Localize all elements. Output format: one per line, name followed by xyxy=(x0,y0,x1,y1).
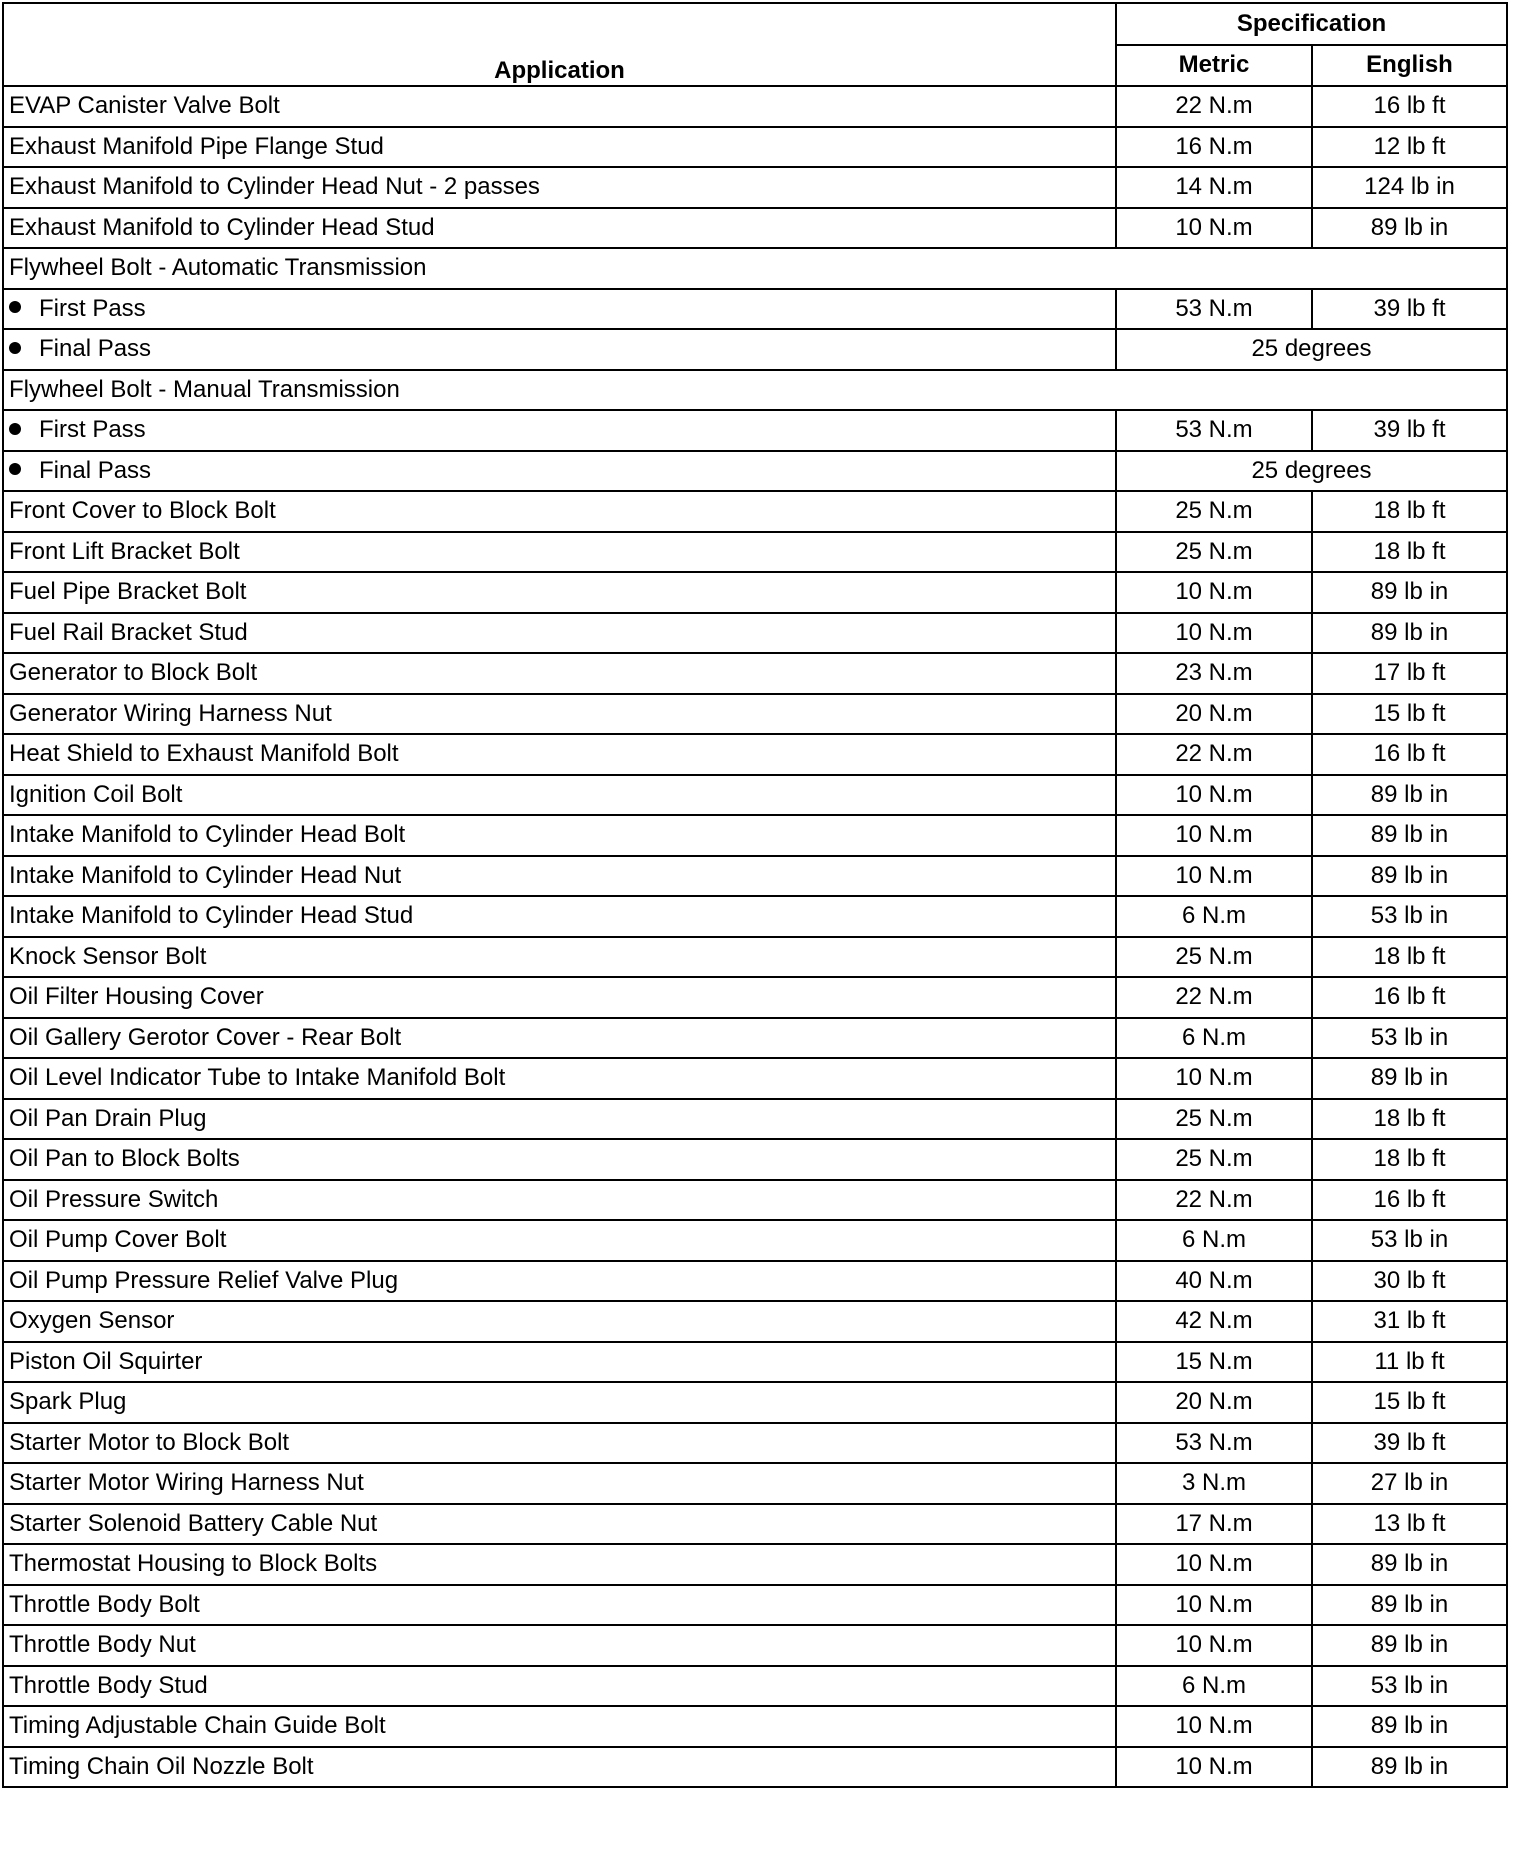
metric-cell-text: 22 N.m xyxy=(1175,740,1253,768)
application-cell-text: Oil Pan Drain Plug xyxy=(9,1104,207,1132)
application-cell-text: Knock Sensor Bolt xyxy=(9,942,207,970)
table-row xyxy=(3,1423,1507,1464)
metric-cell-text: 10 N.m xyxy=(1175,618,1253,646)
table-row xyxy=(3,1544,1507,1585)
english-cell-text: 124 lb in xyxy=(1364,173,1455,201)
metric-cell xyxy=(1116,1180,1312,1221)
table-row xyxy=(3,1382,1507,1423)
application-cell-text: Generator to Block Bolt xyxy=(9,659,258,687)
english-cell xyxy=(1312,127,1507,168)
metric-cell xyxy=(1116,896,1312,937)
application-cell xyxy=(3,1342,1116,1383)
application-cell xyxy=(3,491,1116,532)
table-row xyxy=(3,896,1507,937)
metric-cell-text: 25 N.m xyxy=(1175,942,1253,970)
english-cell xyxy=(1312,1625,1507,1666)
table-row xyxy=(3,86,1507,127)
metric-cell xyxy=(1116,572,1312,613)
english-cell xyxy=(1312,572,1507,613)
metric-cell xyxy=(1116,127,1312,168)
english-cell-text: 39 lb ft xyxy=(1373,416,1446,444)
english-cell xyxy=(1312,1423,1507,1464)
application-cell xyxy=(3,1423,1116,1464)
application-cell-text: Ignition Coil Bolt xyxy=(9,780,183,808)
application-cell xyxy=(3,1666,1116,1707)
application-cell-text: Intake Manifold to Cylinder Head Bolt xyxy=(9,821,406,849)
english-cell xyxy=(1312,1585,1507,1626)
metric-cell-text: 6 N.m xyxy=(1181,1023,1246,1051)
sub-application-cell xyxy=(3,410,1116,451)
table-row xyxy=(3,329,1507,370)
metric-cell xyxy=(1116,1747,1312,1788)
table-row xyxy=(3,572,1507,613)
english-cell-text: 53 lb in xyxy=(1370,1226,1449,1254)
table-row xyxy=(3,1585,1507,1626)
english-cell-text: 18 lb ft xyxy=(1373,1145,1446,1173)
application-cell-text: Spark Plug xyxy=(9,1388,127,1416)
table-row xyxy=(3,248,1507,289)
table-row xyxy=(3,491,1507,532)
english-cell xyxy=(1312,613,1507,654)
table-row xyxy=(3,532,1507,573)
metric-cell-text: 10 N.m xyxy=(1175,780,1253,808)
metric-cell-text: 14 N.m xyxy=(1175,173,1253,201)
metric-cell xyxy=(1116,1504,1312,1545)
application-cell xyxy=(3,815,1116,856)
english-cell xyxy=(1312,410,1507,451)
application-cell-text: Fuel Pipe Bracket Bolt xyxy=(9,578,247,606)
metric-cell-text: 10 N.m xyxy=(1175,1550,1253,1578)
english-cell-text: 89 lb in xyxy=(1370,1752,1449,1780)
metric-cell-text: 25 N.m xyxy=(1175,537,1253,565)
english-cell-text: 16 lb ft xyxy=(1373,983,1446,1011)
application-cell-text: EVAP Canister Valve Bolt xyxy=(9,92,280,120)
section-heading-text: Flywheel Bolt - Manual Transmission xyxy=(9,375,400,403)
bullet-icon xyxy=(9,423,21,435)
english-cell xyxy=(1312,208,1507,249)
english-cell-text: 89 lb in xyxy=(1370,861,1449,889)
english-cell xyxy=(1312,937,1507,978)
metric-cell xyxy=(1116,815,1312,856)
metric-cell xyxy=(1116,1463,1312,1504)
english-cell-text: 13 lb ft xyxy=(1373,1509,1446,1537)
table-row xyxy=(3,167,1507,208)
english-cell-text: 89 lb in xyxy=(1370,578,1449,606)
table-row xyxy=(3,1342,1507,1383)
application-cell xyxy=(3,1382,1116,1423)
english-cell-text: 15 lb ft xyxy=(1373,699,1446,727)
metric-cell xyxy=(1116,694,1312,735)
application-cell-text: Generator Wiring Harness Nut xyxy=(9,699,332,727)
table-body xyxy=(3,86,1507,1787)
section-heading-text: Flywheel Bolt - Automatic Transmission xyxy=(9,254,427,282)
application-cell-text: Front Cover to Block Bolt xyxy=(9,497,276,525)
header-specification: Specification xyxy=(1116,3,1507,45)
section-heading xyxy=(3,248,1507,289)
metric-cell xyxy=(1116,1423,1312,1464)
metric-cell xyxy=(1116,1342,1312,1383)
english-cell-text: 89 lb in xyxy=(1370,1550,1449,1578)
english-cell xyxy=(1312,653,1507,694)
application-cell xyxy=(3,167,1116,208)
metric-cell xyxy=(1116,1220,1312,1261)
torque-specification-table xyxy=(2,2,1508,1788)
application-cell-text: Oil Pump Pressure Relief Valve Plug xyxy=(9,1266,399,1294)
application-cell xyxy=(3,694,1116,735)
metric-cell xyxy=(1116,653,1312,694)
application-cell-text: Heat Shield to Exhaust Manifold Bolt xyxy=(9,740,399,768)
application-cell xyxy=(3,1018,1116,1059)
english-cell-text: 89 lb in xyxy=(1370,618,1449,646)
metric-cell xyxy=(1116,1666,1312,1707)
english-cell-text: 39 lb ft xyxy=(1373,1428,1446,1456)
application-cell-text: Starter Motor Wiring Harness Nut xyxy=(9,1469,364,1497)
table-row xyxy=(3,856,1507,897)
application-cell xyxy=(3,775,1116,816)
application-cell-text: Oil Filter Housing Cover xyxy=(9,983,264,1011)
table-row xyxy=(3,1058,1507,1099)
header-metric: Metric xyxy=(1116,45,1312,87)
application-cell xyxy=(3,653,1116,694)
english-cell xyxy=(1312,694,1507,735)
metric-cell-text: 15 N.m xyxy=(1175,1347,1253,1375)
application-cell-text: Oil Gallery Gerotor Cover - Rear Bolt xyxy=(9,1023,402,1051)
english-cell-text: 89 lb in xyxy=(1370,1590,1449,1618)
english-cell-text: 16 lb ft xyxy=(1373,92,1446,120)
metric-cell-text: 10 N.m xyxy=(1175,1752,1253,1780)
application-cell xyxy=(3,1585,1116,1626)
english-cell-text: 89 lb in xyxy=(1370,821,1449,849)
application-cell-text: Timing Chain Oil Nozzle Bolt xyxy=(9,1752,314,1780)
application-cell xyxy=(3,734,1116,775)
sub-application-cell-text: First Pass xyxy=(39,416,146,444)
table-row xyxy=(3,1625,1507,1666)
english-cell xyxy=(1312,1058,1507,1099)
bullet-icon xyxy=(9,301,21,313)
metric-cell xyxy=(1116,937,1312,978)
metric-cell-text: 22 N.m xyxy=(1175,983,1253,1011)
metric-cell xyxy=(1116,1585,1312,1626)
english-cell-text: 53 lb in xyxy=(1370,1671,1449,1699)
application-cell xyxy=(3,1139,1116,1180)
metric-cell-text: 10 N.m xyxy=(1175,861,1253,889)
header-english: English xyxy=(1312,45,1507,87)
english-cell-text: 16 lb ft xyxy=(1373,740,1446,768)
application-cell xyxy=(3,1747,1116,1788)
table-row xyxy=(3,1220,1507,1261)
metric-cell-text: 6 N.m xyxy=(1181,1226,1246,1254)
application-cell-text: Front Lift Bracket Bolt xyxy=(9,537,240,565)
metric-cell-text: 10 N.m xyxy=(1175,821,1253,849)
metric-cell-text: 10 N.m xyxy=(1175,1064,1253,1092)
sub-application-cell xyxy=(3,451,1116,492)
english-cell-text: 18 lb ft xyxy=(1373,497,1446,525)
sub-application-cell-text: Final Pass xyxy=(39,335,152,363)
metric-cell-text: 42 N.m xyxy=(1175,1307,1253,1335)
metric-cell xyxy=(1116,1099,1312,1140)
table-row xyxy=(3,1099,1507,1140)
application-cell-text: Oil Level Indicator Tube to Intake Manifold Bolt xyxy=(9,1064,506,1092)
metric-cell-text: 10 N.m xyxy=(1175,578,1253,606)
english-cell xyxy=(1312,1099,1507,1140)
application-cell xyxy=(3,937,1116,978)
metric-cell xyxy=(1116,86,1312,127)
application-cell-text: Intake Manifold to Cylinder Head Stud xyxy=(9,902,414,930)
english-cell-text: 39 lb ft xyxy=(1373,294,1446,322)
english-cell-text: 18 lb ft xyxy=(1373,942,1446,970)
application-cell-text: Exhaust Manifold to Cylinder Head Nut - 2 passes xyxy=(9,173,540,201)
application-cell xyxy=(3,977,1116,1018)
metric-cell xyxy=(1116,1018,1312,1059)
application-cell xyxy=(3,613,1116,654)
metric-cell xyxy=(1116,977,1312,1018)
application-cell xyxy=(3,1544,1116,1585)
metric-cell-text: 53 N.m xyxy=(1175,1428,1253,1456)
english-cell xyxy=(1312,1747,1507,1788)
metric-cell-text: 23 N.m xyxy=(1175,659,1253,687)
english-cell-text: 53 lb in xyxy=(1370,902,1449,930)
table-row xyxy=(3,370,1507,411)
application-cell xyxy=(3,1504,1116,1545)
table-row xyxy=(3,1504,1507,1545)
application-cell-text: Exhaust Manifold to Cylinder Head Stud xyxy=(9,213,435,241)
english-cell-text: 17 lb ft xyxy=(1373,659,1446,687)
table-row xyxy=(3,815,1507,856)
english-cell xyxy=(1312,491,1507,532)
metric-cell-text: 53 N.m xyxy=(1175,416,1253,444)
english-cell-text: 89 lb in xyxy=(1370,1631,1449,1659)
metric-cell xyxy=(1116,613,1312,654)
metric-cell-text: 53 N.m xyxy=(1175,294,1253,322)
application-cell xyxy=(3,1301,1116,1342)
sub-application-cell-text: Final Pass xyxy=(39,456,152,484)
spec-span-cell-text: 25 degrees xyxy=(1251,456,1372,484)
table-row xyxy=(3,775,1507,816)
metric-cell-text: 25 N.m xyxy=(1175,1145,1253,1173)
application-cell-text: Oil Pump Cover Bolt xyxy=(9,1226,227,1254)
metric-cell-text: 22 N.m xyxy=(1175,92,1253,120)
metric-cell xyxy=(1116,856,1312,897)
table-row xyxy=(3,613,1507,654)
table-row xyxy=(3,127,1507,168)
english-cell xyxy=(1312,977,1507,1018)
english-cell-text: 18 lb ft xyxy=(1373,1104,1446,1132)
spec-span-cell xyxy=(1116,451,1507,492)
metric-cell-text: 16 N.m xyxy=(1175,132,1253,160)
application-cell-text: Oxygen Sensor xyxy=(9,1307,175,1335)
header-application: Application xyxy=(3,3,1116,86)
english-cell xyxy=(1312,775,1507,816)
english-cell xyxy=(1312,1463,1507,1504)
english-cell xyxy=(1312,532,1507,573)
metric-cell-text: 22 N.m xyxy=(1175,1185,1253,1213)
application-cell xyxy=(3,532,1116,573)
spec-span-cell xyxy=(1116,329,1507,370)
application-cell-text: Throttle Body Bolt xyxy=(9,1590,200,1618)
metric-cell xyxy=(1116,734,1312,775)
table-row xyxy=(3,451,1507,492)
application-cell-text: Timing Adjustable Chain Guide Bolt xyxy=(9,1712,386,1740)
english-cell-text: 53 lb in xyxy=(1370,1023,1449,1051)
sub-application-cell xyxy=(3,329,1116,370)
application-cell xyxy=(3,896,1116,937)
application-cell xyxy=(3,1058,1116,1099)
metric-cell xyxy=(1116,1261,1312,1302)
english-cell-text: 27 lb in xyxy=(1370,1469,1449,1497)
english-cell xyxy=(1312,1261,1507,1302)
english-cell xyxy=(1312,167,1507,208)
english-cell-text: 15 lb ft xyxy=(1373,1388,1446,1416)
metric-cell-text: 3 N.m xyxy=(1181,1469,1246,1497)
english-cell-text: 89 lb in xyxy=(1370,213,1449,241)
english-cell xyxy=(1312,1180,1507,1221)
metric-cell-text: 6 N.m xyxy=(1181,1671,1246,1699)
english-cell xyxy=(1312,1544,1507,1585)
english-cell-text: 12 lb ft xyxy=(1373,132,1446,160)
application-cell-text: Starter Motor to Block Bolt xyxy=(9,1428,290,1456)
metric-cell xyxy=(1116,532,1312,573)
spec-span-cell-text: 25 degrees xyxy=(1251,335,1372,363)
english-cell xyxy=(1312,1342,1507,1383)
metric-cell-text: 40 N.m xyxy=(1175,1266,1253,1294)
metric-cell-text: 10 N.m xyxy=(1175,1712,1253,1740)
table-row xyxy=(3,1180,1507,1221)
metric-cell xyxy=(1116,410,1312,451)
metric-cell xyxy=(1116,1139,1312,1180)
metric-cell xyxy=(1116,167,1312,208)
table-row xyxy=(3,289,1507,330)
bullet-icon xyxy=(9,342,21,354)
english-cell xyxy=(1312,1504,1507,1545)
application-cell xyxy=(3,127,1116,168)
metric-cell xyxy=(1116,1706,1312,1747)
application-cell xyxy=(3,1463,1116,1504)
application-cell xyxy=(3,572,1116,613)
metric-cell-text: 6 N.m xyxy=(1181,902,1246,930)
table-row xyxy=(3,1018,1507,1059)
table-row xyxy=(3,1666,1507,1707)
application-cell xyxy=(3,1625,1116,1666)
application-cell xyxy=(3,1180,1116,1221)
metric-cell-text: 10 N.m xyxy=(1175,213,1253,241)
table-header xyxy=(3,3,1507,86)
english-cell-text: 89 lb in xyxy=(1370,1712,1449,1740)
english-cell-text: 30 lb ft xyxy=(1373,1266,1446,1294)
english-cell-text: 11 lb ft xyxy=(1374,1347,1445,1375)
metric-cell xyxy=(1116,289,1312,330)
application-cell xyxy=(3,1220,1116,1261)
english-cell xyxy=(1312,1706,1507,1747)
table-row xyxy=(3,937,1507,978)
application-cell-text: Fuel Rail Bracket Stud xyxy=(9,618,248,646)
table-row xyxy=(3,977,1507,1018)
metric-cell xyxy=(1116,1382,1312,1423)
application-cell-text: Thermostat Housing to Block Bolts xyxy=(9,1550,378,1578)
application-cell xyxy=(3,208,1116,249)
metric-cell xyxy=(1116,491,1312,532)
table-row xyxy=(3,653,1507,694)
table-row xyxy=(3,1261,1507,1302)
english-cell xyxy=(1312,815,1507,856)
english-cell xyxy=(1312,1139,1507,1180)
metric-cell-text: 20 N.m xyxy=(1175,699,1253,727)
english-cell xyxy=(1312,1666,1507,1707)
table-row xyxy=(3,694,1507,735)
application-cell-text: Throttle Body Stud xyxy=(9,1671,208,1699)
metric-cell-text: 17 N.m xyxy=(1175,1509,1253,1537)
application-cell xyxy=(3,1261,1116,1302)
english-cell-text: 89 lb in xyxy=(1370,1064,1449,1092)
metric-cell-text: 20 N.m xyxy=(1175,1388,1253,1416)
metric-cell-text: 10 N.m xyxy=(1175,1631,1253,1659)
table-row xyxy=(3,1706,1507,1747)
sub-application-cell xyxy=(3,289,1116,330)
metric-cell xyxy=(1116,1544,1312,1585)
english-cell xyxy=(1312,86,1507,127)
metric-cell xyxy=(1116,208,1312,249)
table-row xyxy=(3,734,1507,775)
table-row xyxy=(3,1747,1507,1788)
english-cell-text: 89 lb in xyxy=(1370,780,1449,808)
application-cell xyxy=(3,86,1116,127)
english-cell xyxy=(1312,896,1507,937)
application-cell xyxy=(3,1099,1116,1140)
metric-cell-text: 10 N.m xyxy=(1175,1590,1253,1618)
english-cell xyxy=(1312,734,1507,775)
english-cell xyxy=(1312,856,1507,897)
application-cell-text: Starter Solenoid Battery Cable Nut xyxy=(9,1509,378,1537)
english-cell-text: 18 lb ft xyxy=(1373,537,1446,565)
metric-cell xyxy=(1116,1625,1312,1666)
table-row xyxy=(3,1463,1507,1504)
english-cell-text: 16 lb ft xyxy=(1373,1185,1446,1213)
application-cell xyxy=(3,1706,1116,1747)
metric-cell xyxy=(1116,1058,1312,1099)
table-row xyxy=(3,1301,1507,1342)
metric-cell-text: 25 N.m xyxy=(1175,497,1253,525)
table-row xyxy=(3,1139,1507,1180)
metric-cell xyxy=(1116,775,1312,816)
english-cell xyxy=(1312,1301,1507,1342)
application-cell-text: Oil Pressure Switch xyxy=(9,1185,219,1213)
application-cell-text: Intake Manifold to Cylinder Head Nut xyxy=(9,861,402,889)
application-cell xyxy=(3,856,1116,897)
english-cell xyxy=(1312,1220,1507,1261)
application-cell-text: Exhaust Manifold Pipe Flange Stud xyxy=(9,132,384,160)
metric-cell-text: 25 N.m xyxy=(1175,1104,1253,1132)
application-cell-text: Oil Pan to Block Bolts xyxy=(9,1145,240,1173)
section-heading xyxy=(3,370,1507,411)
metric-cell xyxy=(1116,1301,1312,1342)
english-cell xyxy=(1312,289,1507,330)
table-row xyxy=(3,208,1507,249)
english-cell xyxy=(1312,1382,1507,1423)
english-cell-text: 31 lb ft xyxy=(1373,1307,1446,1335)
bullet-icon xyxy=(9,463,21,475)
english-cell xyxy=(1312,1018,1507,1059)
application-cell-text: Piston Oil Squirter xyxy=(9,1347,203,1375)
sub-application-cell-text: First Pass xyxy=(39,294,146,322)
application-cell-text: Throttle Body Nut xyxy=(9,1631,196,1659)
table-row xyxy=(3,410,1507,451)
